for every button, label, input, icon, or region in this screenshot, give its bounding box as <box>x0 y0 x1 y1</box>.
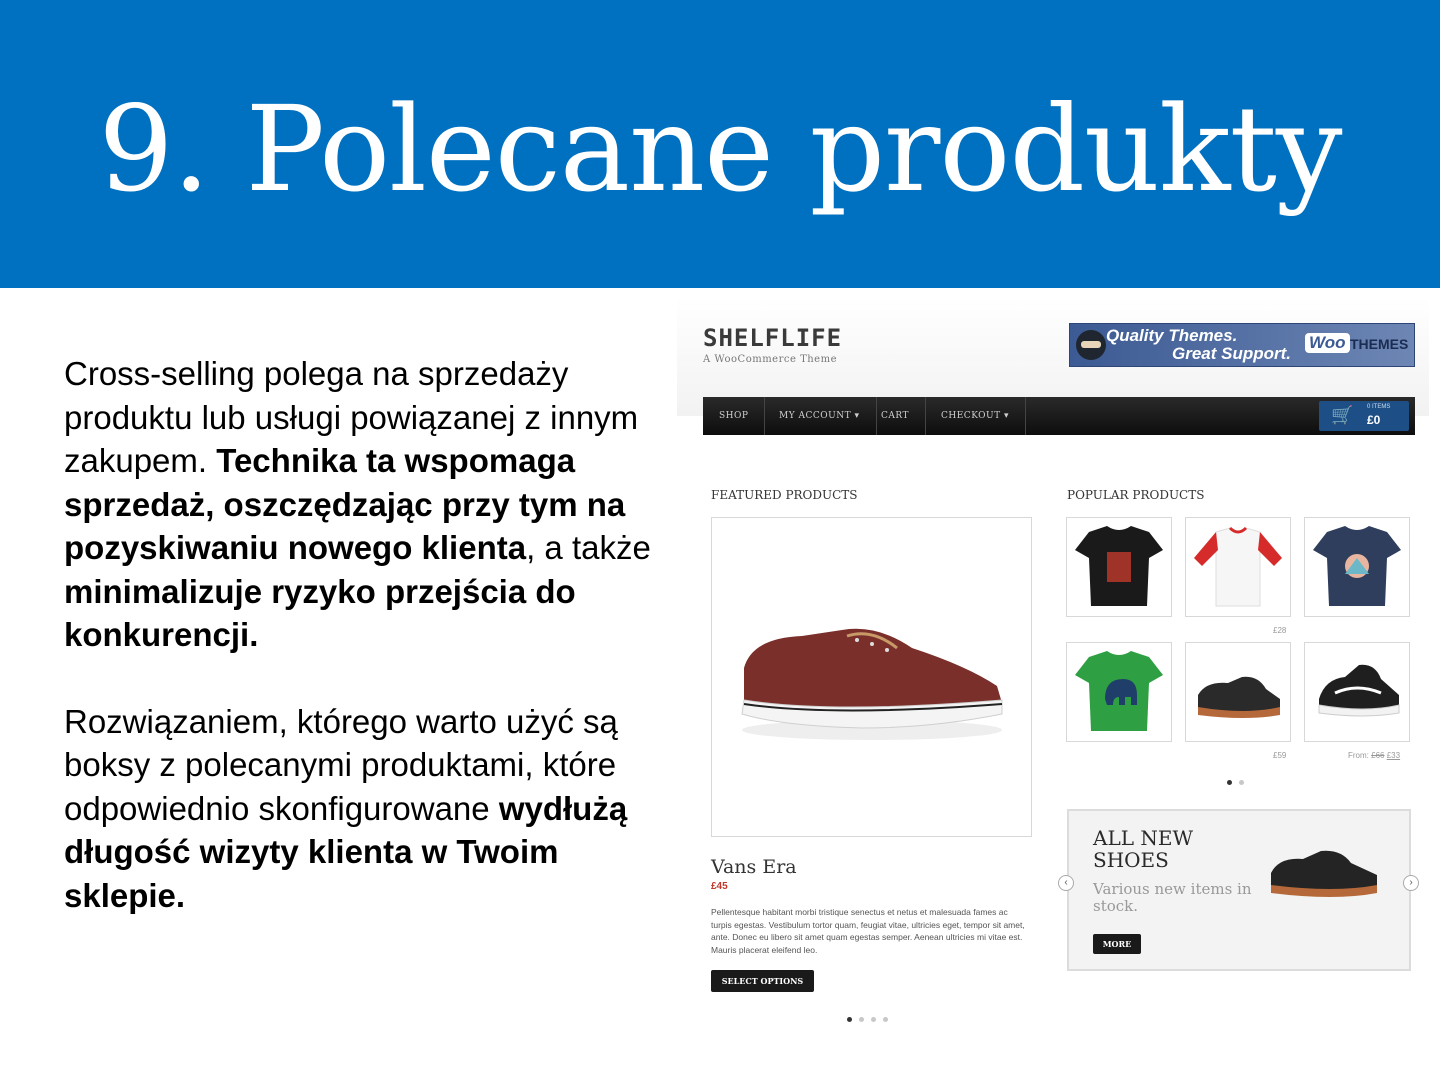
popular-product-black-tee[interactable] <box>1066 517 1172 617</box>
promo-box <box>1067 809 1411 971</box>
featured-pager <box>847 1009 895 1026</box>
pager-dot[interactable] <box>847 1017 852 1022</box>
p1-bold-b: Technika ta wspomaga sprzedaż, oszczędzając przy tym na pozyskiwaniu nowego klienta <box>64 442 626 566</box>
popular-price-2: £59 <box>1273 751 1287 760</box>
ad-line1: Quality Themes. <box>1106 326 1238 345</box>
popular-product-green-tee[interactable] <box>1066 642 1172 742</box>
hightop-sneaker-image <box>1305 643 1409 741</box>
mini-cart[interactable] <box>1319 401 1409 431</box>
paragraph-solution <box>64 700 676 918</box>
popular-price-3 <box>1348 751 1400 760</box>
featured-product-price: £45 <box>711 881 728 892</box>
woothemes-ad-banner[interactable] <box>1069 323 1415 367</box>
pager-dot[interactable] <box>883 1017 888 1022</box>
ninja-mascot-icon <box>1076 330 1106 360</box>
nav-cart[interactable]: CART <box>865 397 926 435</box>
p2-text-a: Rozwiązaniem, którego warto użyć są boksy z polecanymi produktami, które odpowiednio skonfigurowane <box>64 702 618 827</box>
slide-title: 9. Polecane produkty <box>98 80 1342 218</box>
themes-logo: THEMES <box>1350 336 1409 352</box>
green-tshirt-image <box>1067 643 1171 741</box>
popular-product-hightop[interactable] <box>1304 642 1410 742</box>
pager-dot[interactable] <box>871 1017 876 1022</box>
popular-product-raglan-tee[interactable] <box>1185 517 1291 617</box>
shop-screenshot <box>677 296 1429 1026</box>
p1-text-c: , a także <box>526 529 651 566</box>
more-button[interactable]: MORE <box>1093 934 1141 954</box>
p1-bold-d: minimalizuje ryzyko przejścia do konkurencji. <box>64 572 576 653</box>
pager-dot[interactable] <box>1227 780 1232 785</box>
woo-logo: Woo <box>1305 333 1350 353</box>
pager-dot[interactable] <box>859 1017 864 1022</box>
title-banner <box>0 0 1440 288</box>
cart-count: 0 ITEMS <box>1367 404 1391 410</box>
nav-my-account[interactable]: MY ACCOUNT ▾ <box>763 397 877 435</box>
p1-text-a: Cross-selling polega na sprzedaży produktu lub usługi powiązanej z innym zakupem. <box>64 355 639 479</box>
popular-product-navy-tee[interactable] <box>1304 517 1410 617</box>
featured-product-image[interactable] <box>711 517 1032 837</box>
price-from-label: From: <box>1348 751 1369 760</box>
paragraph-cross-selling <box>64 352 676 657</box>
cart-total: £0 <box>1367 413 1381 427</box>
cart-icon: 🛒 <box>1331 405 1354 425</box>
promo-title: ALL NEW SHOES <box>1093 826 1194 872</box>
promo-shoe-image <box>1265 843 1385 903</box>
nav-shop[interactable]: SHOP <box>703 397 765 435</box>
featured-product-name[interactable]: Vans Era <box>711 856 797 878</box>
featured-product-description: Pellentesque habitant morbi tristique senectus et netus et malesuada fames ac turpis egestas. Vestibulum tortor quam, feugiat vitae, ultricies eget, tempor sit amet, ante. Donec eu libero sit amet quam egestas semper. Aenean ultricies mi vitae est. Mauris placerat eleifend leo. <box>711 907 1025 955</box>
p2-bold-b: wydłużą długość wizyty klienta w Twoim sklepie. <box>64 789 628 914</box>
black-tshirt-image <box>1067 518 1171 616</box>
price-new: £33 <box>1386 751 1401 760</box>
brown-boot-image <box>1186 643 1290 741</box>
navy-tshirt-image <box>1305 518 1409 616</box>
featured-title: FEATURED PRODUCTS <box>711 488 858 502</box>
popular-product-brown-boot[interactable] <box>1185 642 1291 742</box>
red-sneaker-image <box>712 518 1033 838</box>
slide-body <box>64 352 676 960</box>
pager-dot[interactable] <box>1239 780 1244 785</box>
promo-subtitle: Various new items in stock. <box>1093 880 1252 915</box>
nav-checkout[interactable]: CHECKOUT ▾ <box>925 397 1026 435</box>
popular-title: POPULAR PRODUCTS <box>1067 488 1205 502</box>
popular-pager <box>1227 772 1251 790</box>
shop-tagline: A WooCommerce Theme <box>703 354 838 365</box>
promo-prev-arrow-icon[interactable]: ‹ <box>1058 875 1074 891</box>
shop-logo[interactable]: SHELFLIFE <box>703 324 843 352</box>
raglan-tshirt-image <box>1186 518 1290 616</box>
price-old: £66 <box>1371 751 1385 760</box>
promo-next-arrow-icon[interactable]: › <box>1403 875 1419 891</box>
ad-line2: Great Support. <box>1172 344 1292 363</box>
popular-price-1: £28 <box>1273 626 1287 635</box>
shop-nav <box>703 397 1415 435</box>
select-options-button[interactable]: SELECT OPTIONS <box>711 970 814 992</box>
